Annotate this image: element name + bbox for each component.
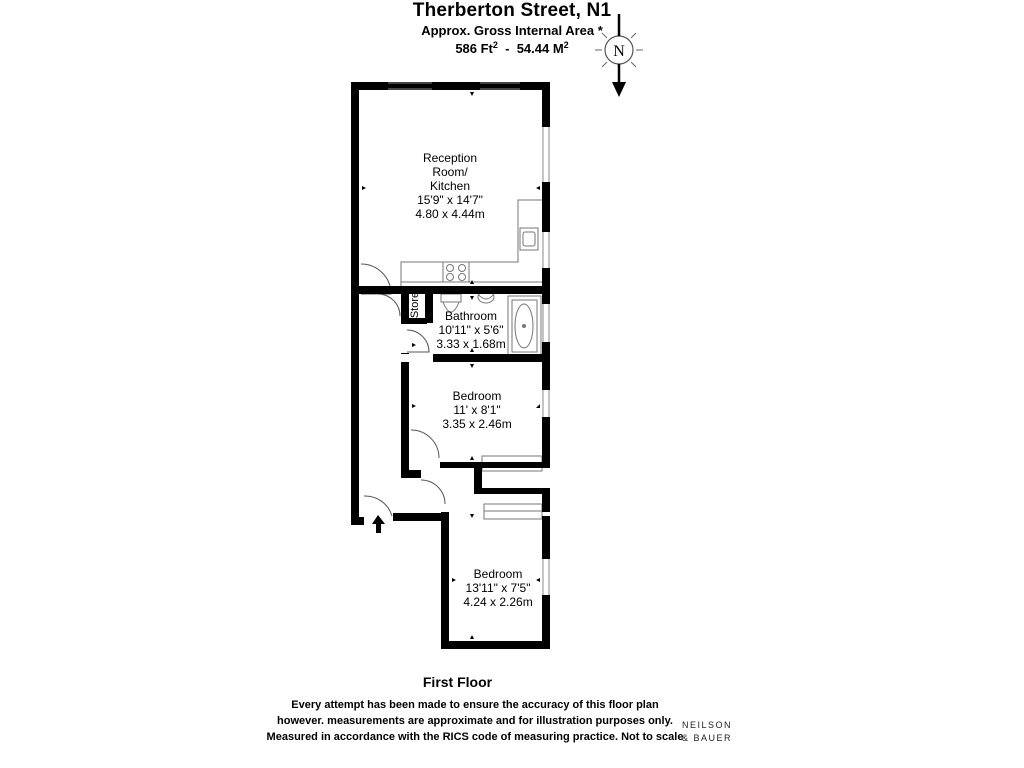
room-name: Reception [422,151,478,165]
brand-logo-line-2: & BAUER [681,733,732,743]
room-name-line2: Room/ [432,165,468,179]
disclaimer-line-2: however. measurements are approximate and for illustration purposes only. [277,715,673,727]
room-label-bathroom [401,309,541,351]
area-sqft: 586 Ft [455,41,493,56]
area-label: Approx. Gross Internal Area * [421,23,603,38]
room-imperial: 15'9" x 14'7" [417,193,483,207]
room-metric: 4.80 x 4.44m [415,207,485,221]
room-name-line3: Kitchen [429,179,471,193]
room-name: Bathroom [444,309,498,323]
room-metric: 3.33 x 1.68m [436,337,506,351]
plan-title: Therberton Street, N1 [412,0,612,21]
room-label-reception [380,151,520,221]
room-imperial: 13'11" x 7'5" [465,581,531,595]
room-name: Bedroom [473,567,523,581]
room-metric: 4.24 x 2.26m [463,595,533,609]
room-label-bedroom-2 [428,567,568,609]
compass-icon [595,14,643,97]
room-imperial: 10'11" x 5'6" [438,323,504,337]
room-metric: 3.35 x 2.46m [442,417,512,431]
store-label: Store [409,291,421,319]
compass-letter: N [613,43,625,60]
area-values: 586 Ft$^2$ - 54.44 $M^2$ [455,40,569,56]
disclaimer-line-1: Every attempt has been made to ensure the accuracy of this floor plan [291,699,659,711]
room-imperial: 11' x 8'1" [453,403,501,417]
floor-name: First Floor [422,674,493,690]
area-sqm: 54.44 M [516,41,564,56]
room-name: Bedroom [452,389,502,403]
room-label-bedroom-1 [407,389,547,431]
disclaimer-line-3: Measured in accordance with the RICS code of measuring practice. Not to scale [266,731,684,743]
brand-logo-line-1: NEILSON [681,720,732,730]
entrance-arrow-icon [372,515,385,533]
